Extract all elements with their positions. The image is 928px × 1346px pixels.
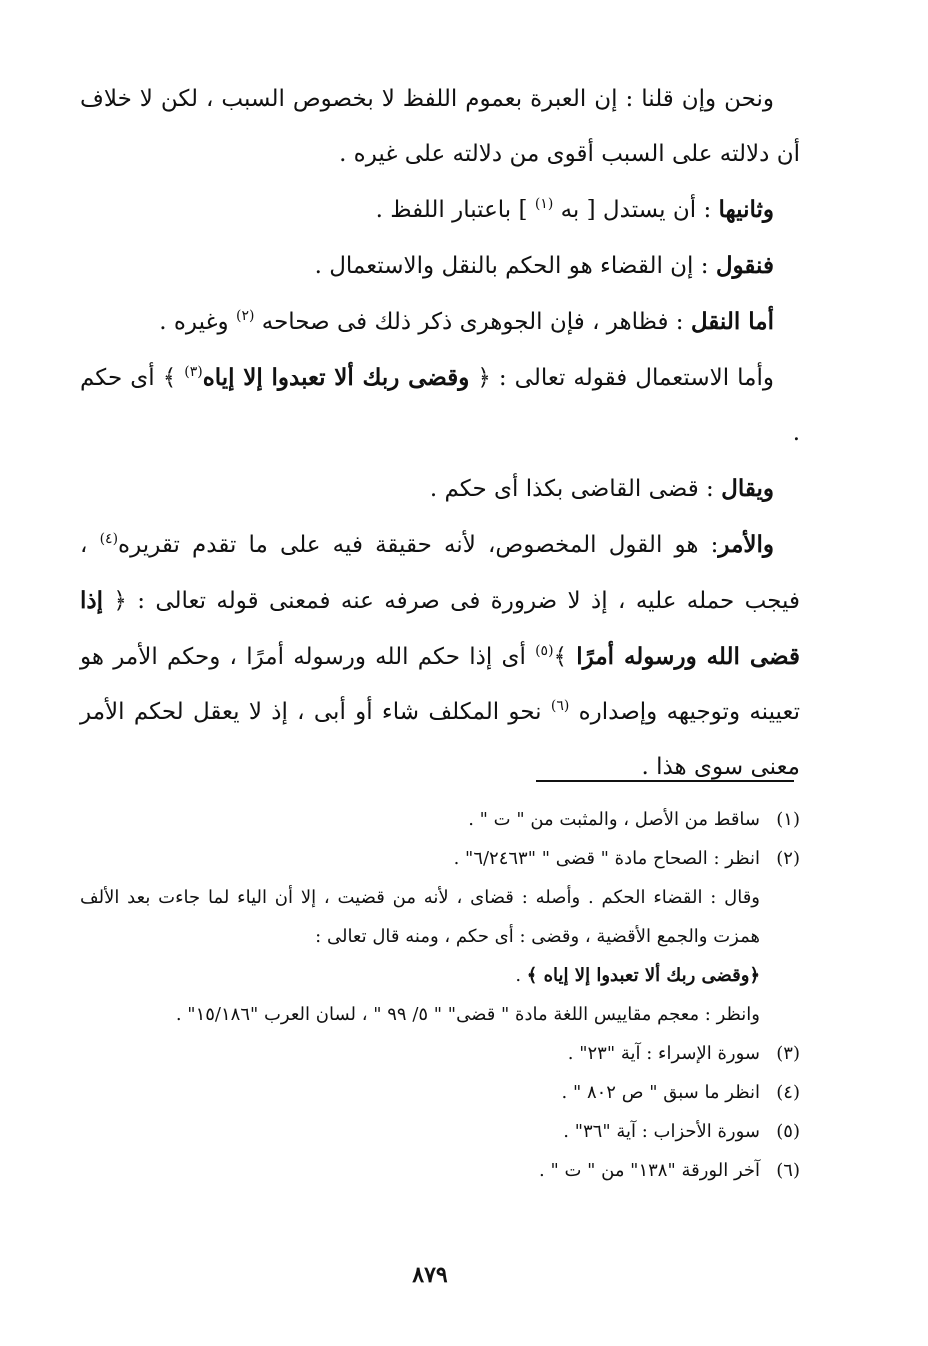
footnote-2-verse-line (80, 956, 800, 995)
paragraph-5-text: وأما الاستعمال فقوله تعالى : ﴿ (469, 365, 774, 391)
footnote-number: (٥) (776, 1121, 800, 1142)
quran-verse-1: وقضى ربك ألا تعبدوا إلا إياه (202, 364, 470, 391)
paragraph-7-text-5: نحو المكلف شاء أو أبى ، إذ لا يعقل لحكم الأمر معنى سوى هذا . (80, 699, 800, 780)
paragraph-4-end: وغيره . (159, 309, 236, 335)
footnote-number: (٣) (776, 1043, 800, 1064)
paragraph-7-text-4: أى إذا حكم الله ورسوله أمرًا ، وحكم الأمر هو تعيينه وتوجيهه وإصداره (80, 644, 800, 725)
footnote-2 (80, 839, 800, 878)
footnote-ref-1: (١) (534, 196, 554, 212)
footnote-4 (80, 1073, 800, 1112)
footnote-1 (80, 800, 800, 839)
footnote-number: (٢) (776, 848, 800, 869)
footnote-2-continuation-2: وانظر : معجم مقاييس اللغة مادة " قضى" " ٥/ ٩٩ " ، لسان العرب "١٥/١٨٦" . (175, 1004, 760, 1025)
main-text (80, 72, 800, 795)
paragraph-5-end: ﴾ أى حكم . (80, 365, 800, 446)
paragraph-7-lead: والأمر (718, 531, 775, 558)
quran-verse-2: إذا قضى الله ورسوله أمرًا (80, 587, 800, 670)
paragraph-3-lead: فنقول (715, 252, 774, 279)
footnote-number: (٤) (776, 1082, 800, 1103)
footnote-ref-4: (٤) (99, 531, 119, 547)
footnote-6 (80, 1151, 800, 1190)
paragraph-2 (80, 182, 800, 238)
footnote-2-verse: ﴿وقضى ربك ألا تعبدوا إلا إياه ﴾ (526, 965, 760, 986)
footnote-ref-5: (٥) (535, 643, 554, 659)
footnote-3 (80, 1034, 800, 1073)
footnotes (80, 800, 800, 1190)
paragraph-2-lead: وثانيها (718, 196, 774, 223)
paragraph-3-text: : إن القضاء هو الحكم بالنقل والاستعمال . (314, 253, 716, 279)
paragraph-7 (80, 517, 800, 795)
footnote-ref-6: (٦) (550, 698, 570, 714)
footnote-text: سورة الأحزاب : آية "٣٦" . (563, 1121, 760, 1142)
footnote-number: (١) (776, 809, 800, 830)
footnote-ref-2: (٢) (235, 308, 255, 324)
paragraph-7-text-1: : هو القول المخصوص، لأنه حقيقة فيه على ما تقدم تقريره (118, 532, 719, 558)
paragraph-6 (80, 461, 800, 517)
paragraph-6-text: : قضى القاضى بكذا أى حكم . (429, 476, 722, 502)
footnote-ref-3: (٣) (184, 364, 203, 380)
paragraph-1: ونحن وإن قلنا : إن العبرة بعموم اللفظ لا بخصوص السبب ، لكن لا خلاف أن دلالته على السبب أقوى من دلالته على غيره . (80, 86, 800, 167)
paragraph-5 (80, 350, 800, 461)
footnote-text: ساقط من الأصل ، والمثبت من " ت " . (468, 809, 760, 830)
paragraph-4-text: : فظاهر ، فإن الجوهرى ذكر ذلك فى صحاحه (254, 309, 691, 335)
paragraph-4-lead: أما النقل (690, 308, 774, 335)
footnote-separator (536, 780, 794, 782)
paragraph-2-end: ] باعتبار اللفظ . (375, 197, 535, 223)
page-number: ٨٧٩ (412, 1262, 448, 1288)
paragraph-4 (80, 294, 800, 350)
paragraph-3 (80, 238, 800, 294)
footnote-text: آخر الورقة "١٣٨" من " ت " . (539, 1160, 760, 1181)
paragraph-7-text-2: ، فيجب حمله عليه ، إذ لا ضرورة فى صرفه عنه فمعنى قوله تعالى : ﴿ (80, 532, 800, 614)
paragraph-2-text: : أن يستدل [ به (553, 197, 719, 223)
footnote-2-verse-end: . (515, 965, 527, 986)
footnote-5 (80, 1112, 800, 1151)
footnote-text: انظر : الصحاح مادة " قضى " "٦/٢٤٦٣" . (453, 848, 760, 869)
footnote-2-continuation-1: وقال : القضاء الحكم . وأصله : قضاى ، لأنه من قضيت ، إلا أن الياء لما جاءت بعد الألف همزت والجمع الأقضية ، وقضى : أى حكم ، ومنه قال تعالى : (80, 887, 760, 947)
footnote-text: انظر ما سبق " ص ٨٠٢ " . (561, 1082, 760, 1103)
paragraph-7-text-3: ﴾ (553, 644, 577, 670)
paragraph-6-lead: ويقال (721, 475, 774, 502)
footnote-text: سورة الإسراء : آية "٢٣" . (567, 1043, 760, 1064)
footnote-number: (٦) (776, 1160, 800, 1181)
